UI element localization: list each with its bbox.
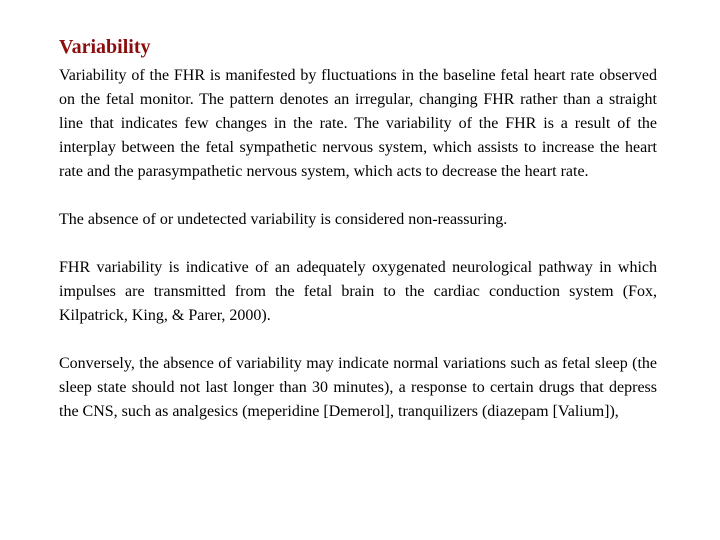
paragraph-definition: Variability of the FHR is manifested by fluctuations in the baseline fetal heart rate observed on the fetal monitor. The pattern denotes an irregular, changing FHR rather than a straight line that indicates few changes in the rate. The variability of the FHR is a result of the interplay between the fetal sympathetic nervous system, which assists to increase the heart rate and the parasympathetic nervous system, which acts to decrease the heart rate. — [59, 67, 657, 180]
paragraph-conversely: Conversely, the absence of variability may indicate normal variations such as fetal sleep (the sleep state should not last longer than 30 minutes), a response to certain drugs that depress the CNS, such as analgesics (meperidine [Demerol], tranquilizers (diazepam [Valium]), — [59, 355, 657, 420]
slide-content — [59, 34, 657, 424]
paragraph-spacer — [59, 328, 657, 352]
paragraph-spacer — [59, 184, 657, 208]
paragraph-spacer — [59, 232, 657, 256]
slide-title: Variability — [59, 36, 151, 58]
paragraph-absence: The absence of or undetected variability is considered non-reassuring. — [59, 211, 508, 228]
paragraph-oxygenation: FHR variability is indicative of an adequately oxygenated neurological pathway in which impulses are transmitted from the fetal brain to the cardiac conduction system (Fox, Kilpatrick, King, & Parer, 2000). — [59, 259, 657, 324]
